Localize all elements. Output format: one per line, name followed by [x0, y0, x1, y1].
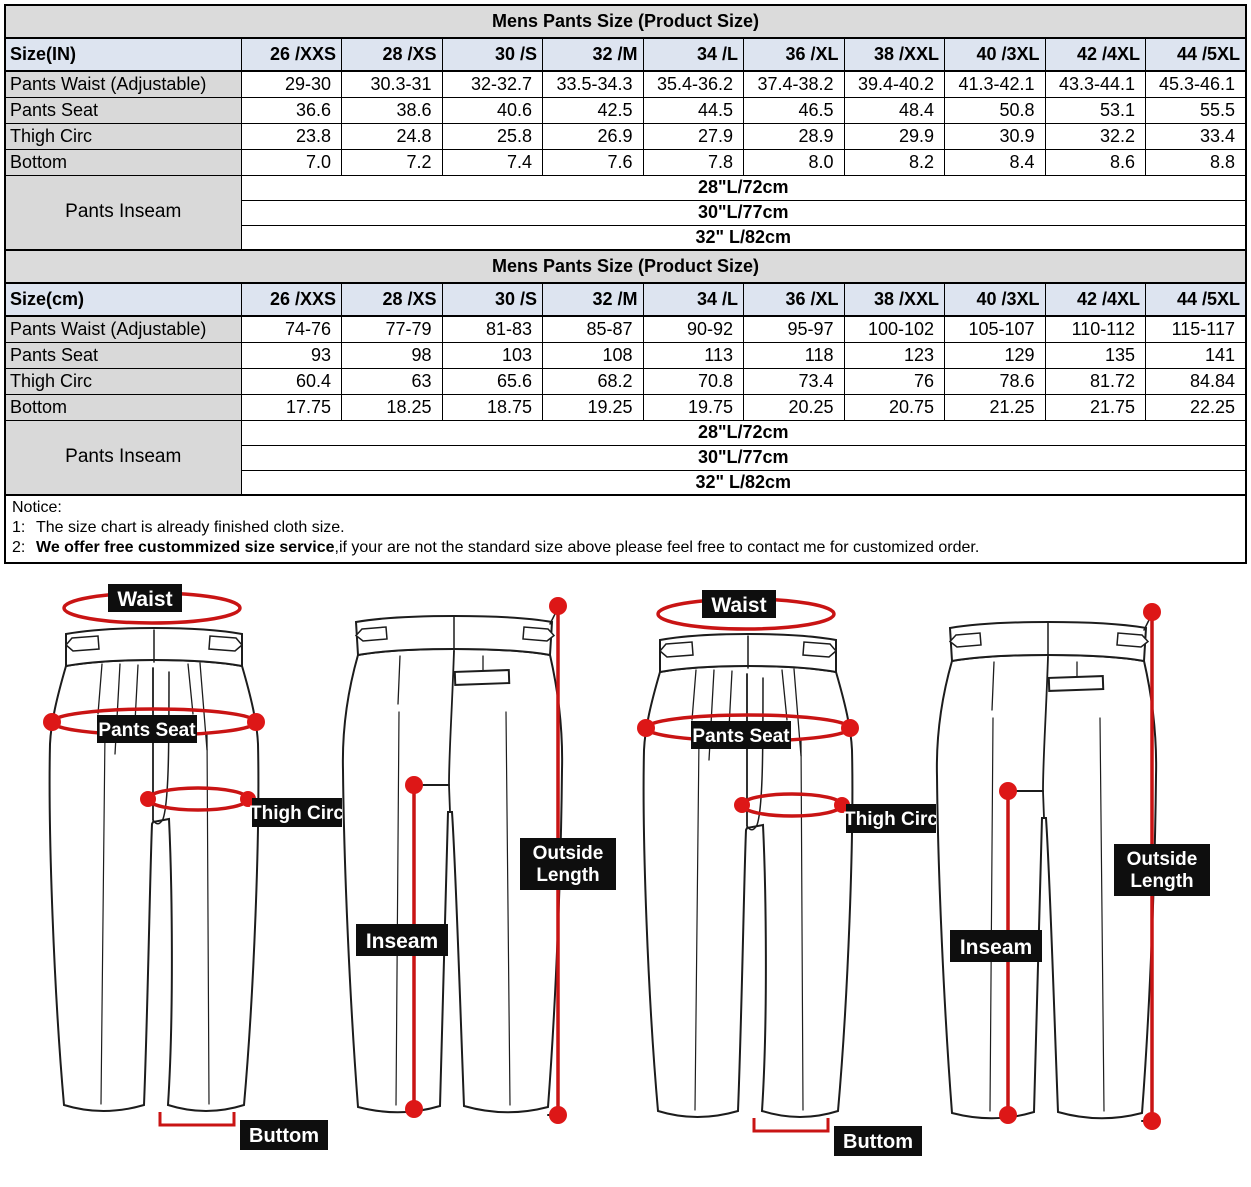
- inseam-row: [5, 175, 1246, 200]
- measurement-row: [5, 394, 1246, 420]
- size-col-header: 44 /5XL: [1146, 283, 1247, 316]
- measurement-value: 105-107: [945, 316, 1046, 342]
- measurement-value: 135: [1045, 342, 1146, 368]
- measurement-value: 110-112: [1045, 316, 1146, 342]
- measurement-value: 26.9: [543, 123, 644, 149]
- size-col-header: 30 /S: [442, 38, 543, 71]
- size-col-header: 36 /XL: [744, 283, 845, 316]
- notice-item-1-text: The size chart is already finished cloth size.: [36, 519, 345, 536]
- measurement-value: 7.0: [241, 149, 342, 175]
- notice-item-1: [12, 518, 1239, 538]
- measurement-value: 42.5: [543, 97, 644, 123]
- size-unit-header: Size(IN): [5, 38, 241, 71]
- measurement-value: 65.6: [442, 368, 543, 394]
- measurement-value: 32.2: [1045, 123, 1146, 149]
- measurement-value: 7.6: [543, 149, 644, 175]
- measurement-value: 24.8: [342, 123, 443, 149]
- size-col-header: 32 /M: [543, 38, 644, 71]
- size-col-header: 34 /L: [643, 283, 744, 316]
- measurement-value: 20.25: [744, 394, 845, 420]
- table-title-row: [5, 5, 1246, 38]
- row-label: Pants Seat: [5, 97, 241, 123]
- row-label: Pants Waist (Adjustable): [5, 71, 241, 97]
- inseam-value: 30"L/77cm: [241, 200, 1246, 225]
- size-col-header: 32 /M: [543, 283, 644, 316]
- measurement-row: [5, 149, 1246, 175]
- measurement-value: 8.6: [1045, 149, 1146, 175]
- measurement-value: 8.0: [744, 149, 845, 175]
- measurement-value: 7.2: [342, 149, 443, 175]
- measurement-value: 53.1: [1045, 97, 1146, 123]
- measurement-value: 19.25: [543, 394, 644, 420]
- measurement-row: [5, 342, 1246, 368]
- measurement-row: [5, 316, 1246, 342]
- measurement-value: 74-76: [241, 316, 342, 342]
- row-label: Thigh Circ: [5, 123, 241, 149]
- measurement-value: 28.9: [744, 123, 845, 149]
- measurement-value: 33.4: [1146, 123, 1247, 149]
- table-title-row: [5, 250, 1246, 283]
- inseam-row-label: Pants Inseam: [5, 175, 241, 250]
- inseam-value: 32" L/82cm: [241, 225, 1246, 250]
- notice-box: [4, 494, 1247, 564]
- measurement-value: 37.4-38.2: [744, 71, 845, 97]
- measurement-value: 33.5-34.3: [543, 71, 644, 97]
- size-col-header: 40 /3XL: [945, 38, 1046, 71]
- measurement-value: 29.9: [844, 123, 945, 149]
- size-col-header: 28 /XS: [342, 283, 443, 316]
- measurement-value: 21.25: [945, 394, 1046, 420]
- notice-heading: [12, 498, 1239, 518]
- size-col-header: 38 /XXL: [844, 38, 945, 71]
- row-label: Pants Seat: [5, 342, 241, 368]
- measurement-row: [5, 123, 1246, 149]
- measurement-value: 63: [342, 368, 443, 394]
- table-title: Mens Pants Size (Product Size): [5, 250, 1246, 283]
- measurement-row: [5, 71, 1246, 97]
- measurement-value: 77-79: [342, 316, 443, 342]
- notice-item-2-bold-text: We offer free custommized size service: [36, 539, 335, 556]
- measurement-value: 118: [744, 342, 845, 368]
- measurement-value: 100-102: [844, 316, 945, 342]
- size-unit-header: Size(cm): [5, 283, 241, 316]
- size-col-header: 26 /XXS: [241, 283, 342, 316]
- measurement-value: 123: [844, 342, 945, 368]
- size-col-header: 40 /3XL: [945, 283, 1046, 316]
- measurement-value: 8.2: [844, 149, 945, 175]
- measurement-value: 95-97: [744, 316, 845, 342]
- inseam-row: [5, 420, 1246, 445]
- measurement-value: 32-32.7: [442, 71, 543, 97]
- measurement-value: 29-30: [241, 71, 342, 97]
- size-col-header: 42 /4XL: [1045, 283, 1146, 316]
- row-label: Thigh Circ: [5, 368, 241, 394]
- measurement-value: 38.6: [342, 97, 443, 123]
- measurement-row: [5, 368, 1246, 394]
- measurement-value: 108: [543, 342, 644, 368]
- measurement-value: 30.9: [945, 123, 1046, 149]
- pants-diagram-svg: [0, 564, 1251, 1164]
- size-col-header: 38 /XXL: [844, 283, 945, 316]
- measurement-value: 19.75: [643, 394, 744, 420]
- measurement-value: 39.4-40.2: [844, 71, 945, 97]
- measurement-value: 81-83: [442, 316, 543, 342]
- notice-item-1-number: 1:: [12, 519, 26, 536]
- measurement-value: 8.8: [1146, 149, 1247, 175]
- measurement-value: 98: [342, 342, 443, 368]
- inseam-value: 28"L/72cm: [241, 175, 1246, 200]
- measurement-value: 17.75: [241, 394, 342, 420]
- notice-item-2: [12, 538, 1239, 558]
- pants-diagram-pair-left: [43, 584, 616, 1150]
- measurement-value: 84.84: [1146, 368, 1247, 394]
- measurement-value: 25.8: [442, 123, 543, 149]
- measurement-value: 68.2: [543, 368, 644, 394]
- measurement-value: 7.4: [442, 149, 543, 175]
- measurement-value: 48.4: [844, 97, 945, 123]
- inseam-value: 32" L/82cm: [241, 470, 1246, 495]
- size-col-header: 28 /XS: [342, 38, 443, 71]
- measurement-value: 43.3-44.1: [1045, 71, 1146, 97]
- measurement-value: 55.5: [1146, 97, 1247, 123]
- measurement-value: 115-117: [1146, 316, 1247, 342]
- measurement-value: 23.8: [241, 123, 342, 149]
- inseam-row-label: Pants Inseam: [5, 420, 241, 495]
- measurement-value: 129: [945, 342, 1046, 368]
- size-table-inches: [4, 4, 1247, 251]
- size-col-header: 36 /XL: [744, 38, 845, 71]
- measurement-value: 40.6: [442, 97, 543, 123]
- table-title: Mens Pants Size (Product Size): [5, 5, 1246, 38]
- pants-diagram-pair-right: [637, 590, 1210, 1156]
- measurement-value: 36.6: [241, 97, 342, 123]
- measurement-value: 45.3-46.1: [1146, 71, 1247, 97]
- size-header-row: [5, 38, 1246, 71]
- row-label: Bottom: [5, 149, 241, 175]
- measurement-value: 8.4: [945, 149, 1046, 175]
- size-table-cm: [4, 249, 1247, 496]
- size-col-header: 42 /4XL: [1045, 38, 1146, 71]
- measurement-value: 103: [442, 342, 543, 368]
- inseam-value: 30"L/77cm: [241, 445, 1246, 470]
- measurement-value: 60.4: [241, 368, 342, 394]
- size-header-row: [5, 283, 1246, 316]
- measurement-value: 41.3-42.1: [945, 71, 1046, 97]
- notice-heading-text: Notice:: [12, 499, 62, 516]
- measurement-value: 78.6: [945, 368, 1046, 394]
- measurement-value: 30.3-31: [342, 71, 443, 97]
- measurement-value: 113: [643, 342, 744, 368]
- measurement-value: 76: [844, 368, 945, 394]
- row-label: Pants Waist (Adjustable): [5, 316, 241, 342]
- measurement-value: 35.4-36.2: [643, 71, 744, 97]
- measurement-value: 27.9: [643, 123, 744, 149]
- measurement-value: 141: [1146, 342, 1247, 368]
- measurement-value: 50.8: [945, 97, 1046, 123]
- size-col-header: 34 /L: [643, 38, 744, 71]
- size-col-header: 44 /5XL: [1146, 38, 1247, 71]
- measurement-value: 44.5: [643, 97, 744, 123]
- inseam-value: 28"L/72cm: [241, 420, 1246, 445]
- measurement-value: 46.5: [744, 97, 845, 123]
- measurement-value: 18.25: [342, 394, 443, 420]
- size-col-header: 26 /XXS: [241, 38, 342, 71]
- measurement-value: 70.8: [643, 368, 744, 394]
- measurement-value: 18.75: [442, 394, 543, 420]
- measurement-value: 20.75: [844, 394, 945, 420]
- measurement-value: 93: [241, 342, 342, 368]
- notice-item-2-number: 2:: [12, 539, 26, 556]
- measurement-value: 81.72: [1045, 368, 1146, 394]
- measurement-value: 21.75: [1045, 394, 1146, 420]
- row-label: Bottom: [5, 394, 241, 420]
- measurement-value: 7.8: [643, 149, 744, 175]
- measurement-value: 85-87: [543, 316, 644, 342]
- measurement-row: [5, 97, 1246, 123]
- measurement-value: 22.25: [1146, 394, 1247, 420]
- notice-item-2-rest-text: ,if your are not the standard size above please feel free to contact me for customized order.: [334, 539, 980, 556]
- measurement-diagram: [0, 564, 1251, 1164]
- size-col-header: 30 /S: [442, 283, 543, 316]
- measurement-value: 90-92: [643, 316, 744, 342]
- measurement-value: 73.4: [744, 368, 845, 394]
